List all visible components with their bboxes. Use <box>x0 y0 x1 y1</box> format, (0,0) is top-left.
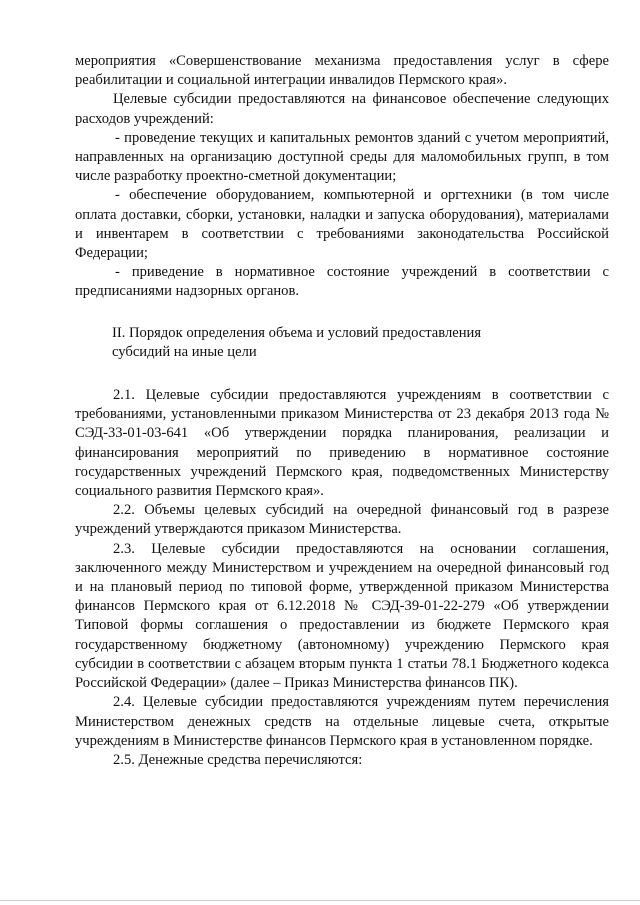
list-item-compliance: - приведение в нормативное состояние учреждений в соответствии с предписаниями надзорных органов. <box>75 264 609 300</box>
section-heading <box>112 324 609 362</box>
list-item-repairs: - проведение текущих и капитальных ремонтов зданий с учетом мероприятий, направленных на организацию доступной среды для маломобильных групп, в том числе разработку проектно-сметной документации; <box>75 129 609 185</box>
clause-2-3: 2.3. Целевые субсидии предоставляются на основании соглашения, заключенного между Министерством и учреждением на очередной финансовый год и на плановый период по типовой форме, утвержденной приказом Министерства финансов Пермского края от 6.12.2018 № СЭД-39-01-22-279 «Об утверждении Типовой формы соглашения о предоставлении из бюджете Пермского края государственному бюджетному (автономному) учреждению Пермского края субсидии в соответствии с абзацем вторым пункта 1 статьи 78.1 Бюджетного кодекса Российской Федерации» (далее – Приказ Министерства финансов ПК). <box>75 540 609 692</box>
section-heading-line2: субсидий на иные цели <box>112 343 257 360</box>
list-item-equipment: - обеспечение оборудованием, компьютерной и оргтехники (в том числе оплата доставки, сборки, установки, наладки и запуска оборудования), материалами и инвентарем в соответствии с требованиями законодательства Российской Федерации; <box>75 187 609 262</box>
clause-2-2: 2.2. Объемы целевых субсидий на очередной финансовый год в разрезе учреждений утверждаются приказом Министерства. <box>75 502 609 538</box>
clause-2-4: 2.4. Целевые субсидии предоставляются учреждениям путем перечисления Министерством денежных средств на отдельные лицевые счета, открытые учреждениям в Министерстве финансов Пермского края в установленном порядке. <box>75 694 609 749</box>
document-page <box>75 52 609 770</box>
heading-spacer <box>75 362 609 386</box>
clause-2-5: 2.5. Денежные средства перечисляются: <box>113 751 363 768</box>
clause-2-1: 2.1. Целевые субсидии предоставляются учреждениям в соответствии с требованиями, установленными приказом Министерства от 23 декабря 2013 года № СЭД-33-01-03-641 «Об утверждении порядка планирования, реализации и финансирования мероприятий по приведению в нормативное состояние государственных учреждений Пермского края, подведомственных Министерству социального развития Пермского края». <box>75 387 609 500</box>
section-heading-line1: II. Порядок определения объема и условий предоставления <box>112 324 482 341</box>
purpose-paragraph: Целевые субсидии предоставляются на финансовое обеспечение следующих расходов учреждений: <box>75 91 609 127</box>
page-bottom-edge <box>0 900 640 901</box>
intro-paragraph: мероприятия «Совершенствование механизма предоставления услуг в сфере реабилитации и социальной интеграции инвалидов Пермского края». <box>75 53 609 89</box>
